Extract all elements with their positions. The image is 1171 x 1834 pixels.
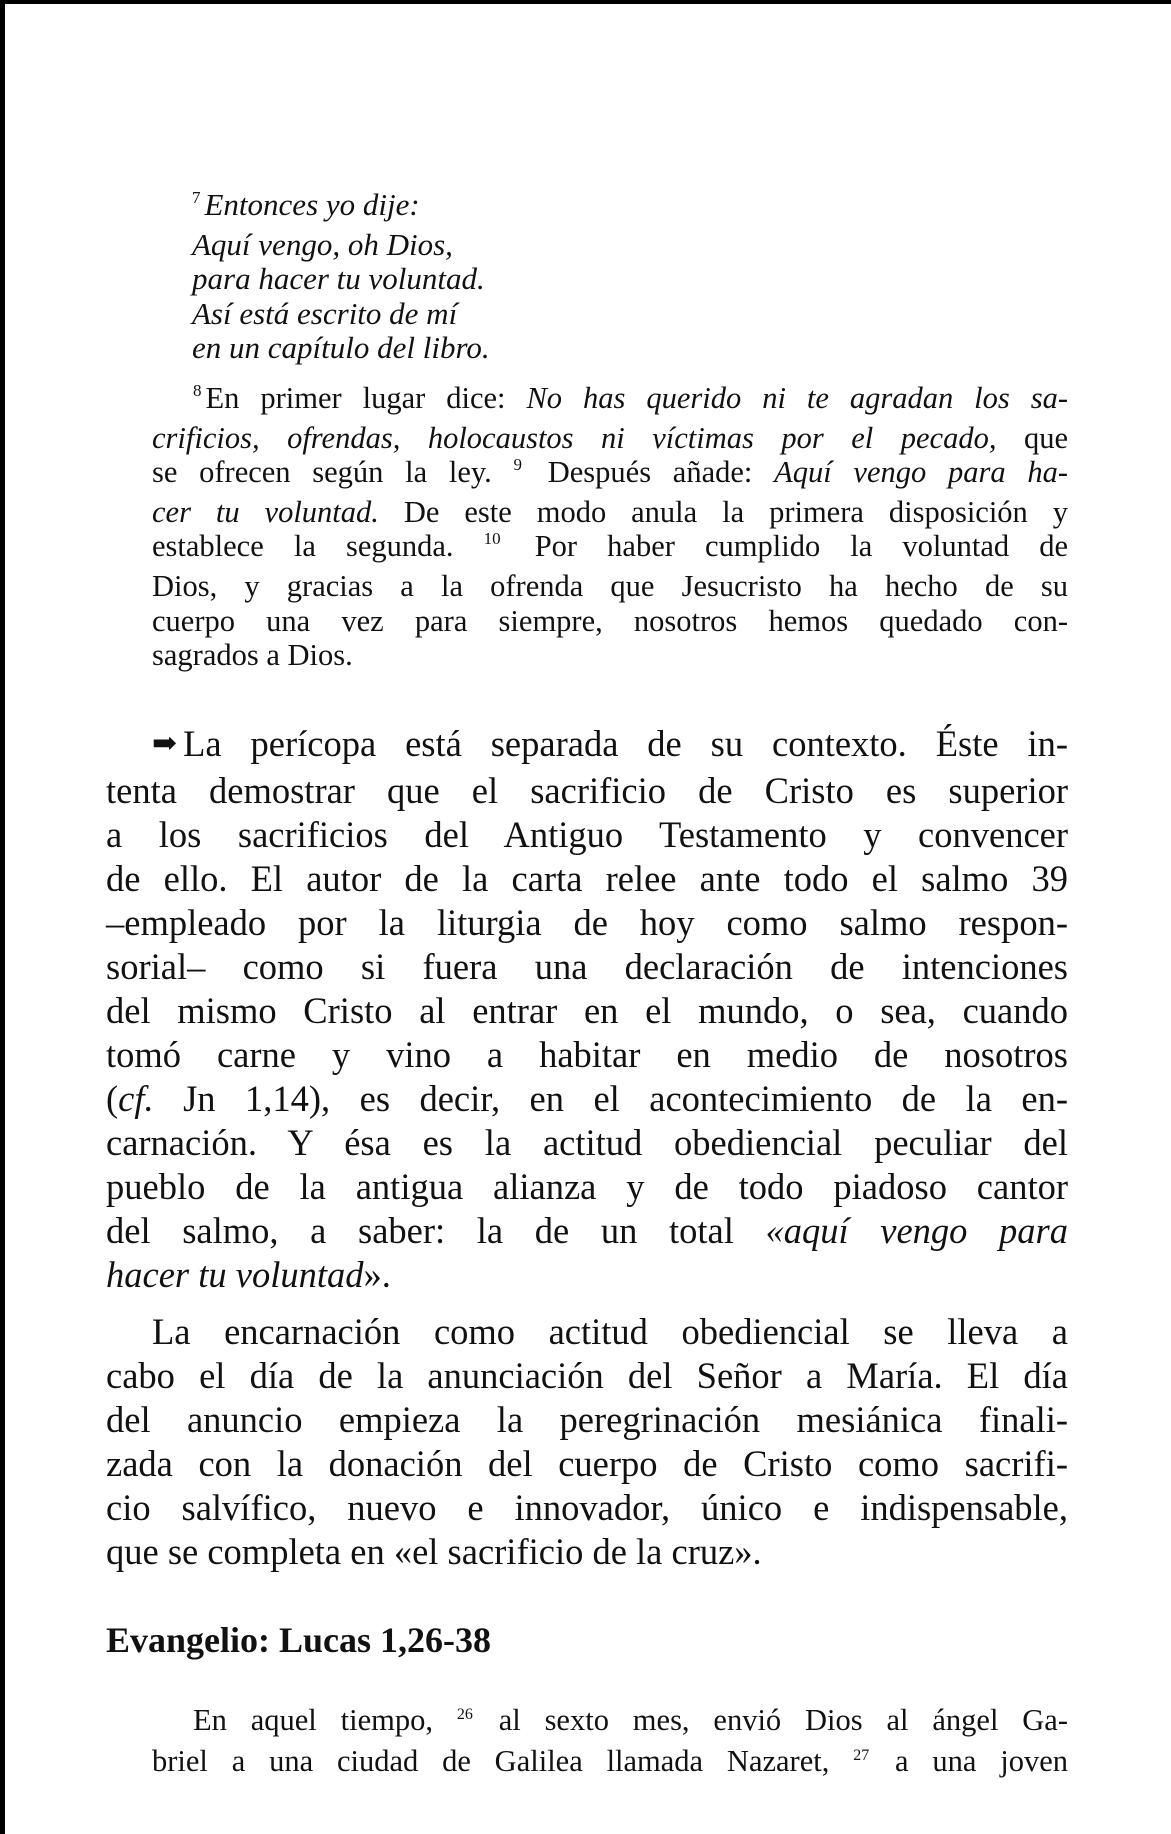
text-line: briel a una ciudad de Galilea llamada Nazaret, $^{27}$ a una joven	[152, 1743, 1068, 1778]
verse-line: para hacer tu voluntad.	[192, 261, 485, 296]
psalm-quote	[192, 188, 490, 366]
scan-border-left	[0, 0, 5, 1834]
verse-number: 26	[456, 1706, 473, 1723]
text-line: que se completa en «el sacrificio de la cruz».	[106, 1531, 762, 1572]
text-line: del anuncio empieza la peregrinación mesiánica finali-	[106, 1399, 1068, 1440]
scan-border-top	[0, 0, 1171, 4]
verse-line: en un capítulo del libro.	[192, 330, 490, 365]
text-line: del salmo, a saber: la de un total «aquí vengo para	[106, 1210, 1068, 1251]
text-line: cio salvífico, nuevo e innovador, único e indispensable,	[106, 1487, 1068, 1528]
gospel-paragraph	[152, 1703, 1068, 1784]
verse-number: 7	[192, 188, 201, 207]
text-line: tenta demostrar que el sacrificio de Cristo es superior	[106, 770, 1068, 811]
verse-line: Aquí vengo, oh Dios,	[192, 226, 453, 262]
text-line: hacer tu voluntad».	[106, 1254, 391, 1295]
text-line: –empleado por la liturgia de hoy como salmo respon-	[106, 902, 1068, 943]
text-line: zada con la donación del cuerpo de Cristo como sacrifi-	[106, 1443, 1068, 1484]
reading-paragraph	[152, 381, 1068, 673]
text-line: se ofrecen según la ley. $^9$ Después añade: Aquí vengo para ha-	[152, 455, 1068, 490]
text-line: a los sacrificios del Antiguo Testamento y convencer	[106, 814, 1068, 855]
text-line: Dios, y gracias a la ofrenda que Jesucristo ha hecho de su	[152, 568, 1068, 603]
text-line: cabo el día de la anunciación del Señor a María. El día	[106, 1355, 1068, 1396]
text-line: $^8$ En primer lugar dice: No has querido ni te agradan los sa-	[193, 381, 1068, 415]
verse-number: 27	[853, 1746, 870, 1764]
text-line: sorial– como si fuera una declaración de intenciones	[106, 946, 1068, 987]
verse-number: 9	[513, 455, 523, 475]
text-line: cer tu voluntad. De este modo anula la primera disposición y	[152, 494, 1068, 529]
arrow-right-icon: ➡	[152, 727, 178, 760]
commentary-paragraph-2	[106, 1310, 1068, 1574]
verse-number: 10	[483, 529, 501, 549]
text-line: pueblo de la antigua alianza y de todo piadoso cantor	[106, 1166, 1068, 1207]
text-line: cuerpo una vez para siempre, nosotros hemos quedado con-	[152, 603, 1068, 638]
text-line: La encarnación como actitud obediencial se lleva a	[152, 1311, 1068, 1352]
text-line: del mismo Cristo al entrar en el mundo, o sea, cuando	[106, 990, 1068, 1031]
verse-line: Así está escrito de mí	[192, 295, 458, 331]
text-line: crificios, ofrendas, holocaustos ni víctimas por el pecado, que	[152, 420, 1069, 455]
text-line: ➡ La perícopa está separada de su contexto. Éste in-	[152, 723, 1068, 764]
text-line: de ello. El autor de la carta relee ante todo el salmo 39	[106, 858, 1068, 899]
text-line: carnación. Y ésa es la actitud obediencial peculiar del	[106, 1122, 1068, 1163]
text-line: sagrados a Dios.	[152, 638, 353, 673]
commentary	[106, 722, 1068, 1574]
text-line: establece la segunda. $^{10}$ Por haber cumplido la voluntad de	[152, 529, 1068, 564]
text-line: (cf. Jn 1,14), es decir, en el acontecimiento de la en-	[106, 1078, 1068, 1119]
text-line: tomó carne y vino a habitar en medio de nosotros	[106, 1034, 1068, 1075]
section-heading: Evangelio: Lucas 1,26-38	[106, 1620, 492, 1660]
text-line: En aquel tiempo, $^{26}$ al sexto mes, envió Dios al ángel Ga-	[193, 1703, 1069, 1737]
verse-line: $^7$ Entonces yo dije:	[192, 187, 420, 222]
verse-number: 8	[193, 381, 202, 400]
commentary-paragraph-1	[106, 722, 1068, 1297]
